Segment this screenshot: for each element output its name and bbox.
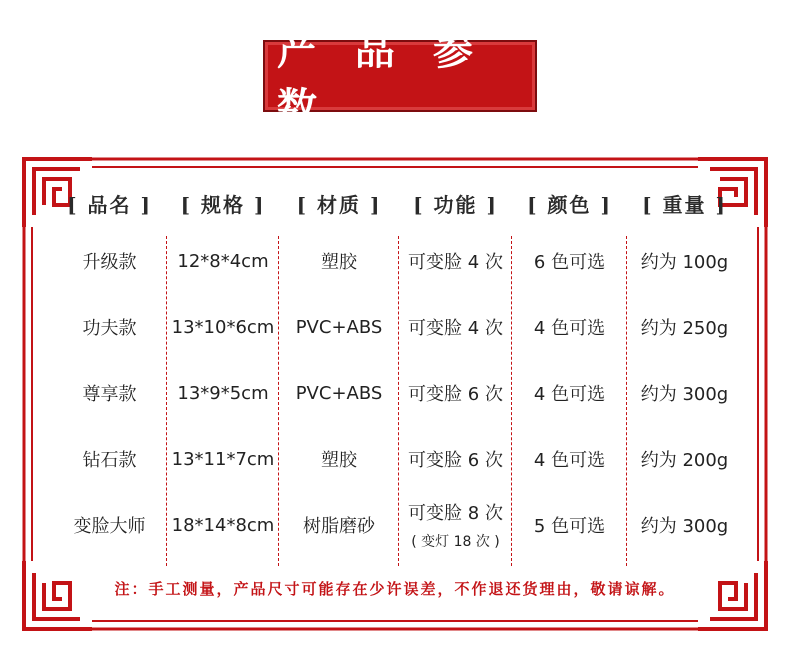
- table-row: [52, 426, 742, 492]
- cell-size: 13*10*6cm: [171, 316, 275, 338]
- cell-color: 4 色可选: [533, 384, 606, 405]
- header-color: [ 颜色 ]: [527, 192, 612, 217]
- cell-weight: 约为 200g: [640, 450, 729, 471]
- table-row: [52, 228, 742, 294]
- cell-material: 树脂磨砂: [303, 516, 375, 537]
- header-material: [ 材质 ]: [296, 192, 382, 217]
- cell-material: PVC+ABS: [295, 316, 383, 338]
- header-weight: [ 重量 ]: [642, 192, 727, 217]
- header-function: [ 功能 ]: [413, 192, 498, 217]
- cell-function: 可变脸 4 次: [408, 252, 503, 273]
- cell-name: 钻石款: [82, 450, 137, 471]
- cell-size: 18*14*8cm: [171, 514, 275, 536]
- cell-function: 可变脸 8 次: [408, 503, 503, 524]
- cell-size: 12*8*4cm: [177, 250, 269, 272]
- cell-function: 可变脸 6 次: [408, 450, 503, 471]
- cell-color: 4 色可选: [533, 450, 606, 471]
- cell-weight: 约为 100g: [640, 252, 729, 273]
- title-banner: [263, 27, 537, 131]
- cell-material: 塑胶: [321, 252, 357, 273]
- cell-material: 塑胶: [321, 450, 357, 471]
- cell-name: 尊享款: [82, 384, 137, 405]
- cell-material: PVC+ABS: [295, 382, 383, 404]
- cell-size: 13*9*5cm: [177, 382, 269, 404]
- cell-color: 5 色可选: [533, 516, 606, 537]
- cell-weight: 约为 250g: [640, 318, 729, 339]
- cell-weight: 约为 300g: [640, 384, 729, 405]
- cell-size: 13*11*7cm: [171, 448, 275, 470]
- cell-color: 6 色可选: [533, 252, 606, 273]
- cell-function-note: ( 变灯 18 次 ): [411, 534, 500, 550]
- spec-table: [52, 178, 742, 558]
- table-row: [52, 360, 742, 426]
- header-size: [ 规格 ]: [180, 192, 266, 217]
- header-name: [ 品名 ]: [67, 192, 152, 217]
- disclaimer-note: 注：手工测量，产品尺寸可能存在少许误差，不作退还货理由，敬请谅解。: [114, 580, 676, 598]
- cell-function-group: [399, 499, 512, 551]
- cell-name: 升级款: [82, 252, 137, 273]
- table-header: [52, 178, 742, 228]
- cell-weight: 约为 300g: [640, 516, 729, 537]
- table-row: [52, 492, 742, 558]
- table-row: [52, 294, 742, 360]
- cell-function: 可变脸 4 次: [408, 318, 503, 339]
- page-title: 产 品 参 数: [277, 27, 485, 131]
- cell-name: 功夫款: [82, 318, 137, 339]
- cell-name: 变脸大师: [73, 516, 146, 537]
- cell-color: 4 色可选: [533, 318, 606, 339]
- cell-function: 可变脸 6 次: [408, 384, 503, 405]
